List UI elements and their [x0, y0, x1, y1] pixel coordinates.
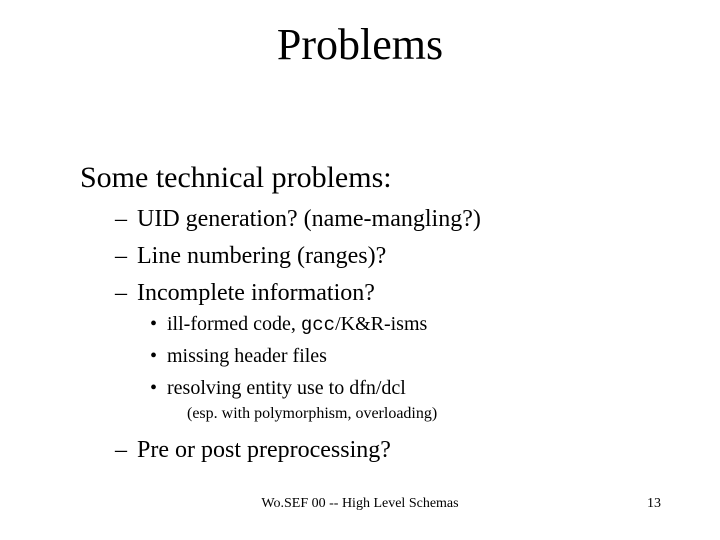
sub-list-item — [150, 311, 427, 338]
dash-marker: – — [115, 437, 127, 463]
slide-title: Problems — [276, 20, 444, 69]
item-text: UID generation? (name-mangling?) — [137, 206, 481, 232]
footer-text: Wo.SEF 00 -- High Level Schemas — [261, 496, 459, 511]
bullet-marker: • — [150, 377, 158, 399]
bullet-marker: • — [150, 345, 158, 367]
sub-list-item — [150, 375, 406, 401]
sub-item-text: missing header files — [167, 345, 327, 367]
list-item — [115, 241, 386, 271]
sub-list-item — [150, 343, 327, 369]
sub-item-text: /K&R-isms — [335, 313, 428, 335]
bullet-marker: • — [150, 313, 158, 335]
item-text: Line numbering (ranges)? — [137, 243, 387, 269]
dash-marker: – — [115, 280, 127, 306]
sub-item-text: resolving entity use to dfn/dcl — [167, 377, 406, 399]
item-text: Pre or post preprocessing? — [137, 437, 391, 463]
item-text: Incomplete information? — [137, 280, 375, 306]
list-item — [115, 278, 375, 308]
note-text: (esp. with polymorphism, overloading) — [187, 405, 438, 422]
list-item — [115, 435, 391, 465]
list-item — [115, 204, 481, 234]
sub-item-text: ill-formed code, — [167, 313, 301, 335]
page-number: 13 — [647, 496, 661, 511]
code-text: gcc — [300, 314, 336, 336]
dash-marker: – — [115, 206, 127, 232]
dash-marker: – — [115, 243, 127, 269]
lead-text: Some technical problems: — [80, 161, 392, 194]
